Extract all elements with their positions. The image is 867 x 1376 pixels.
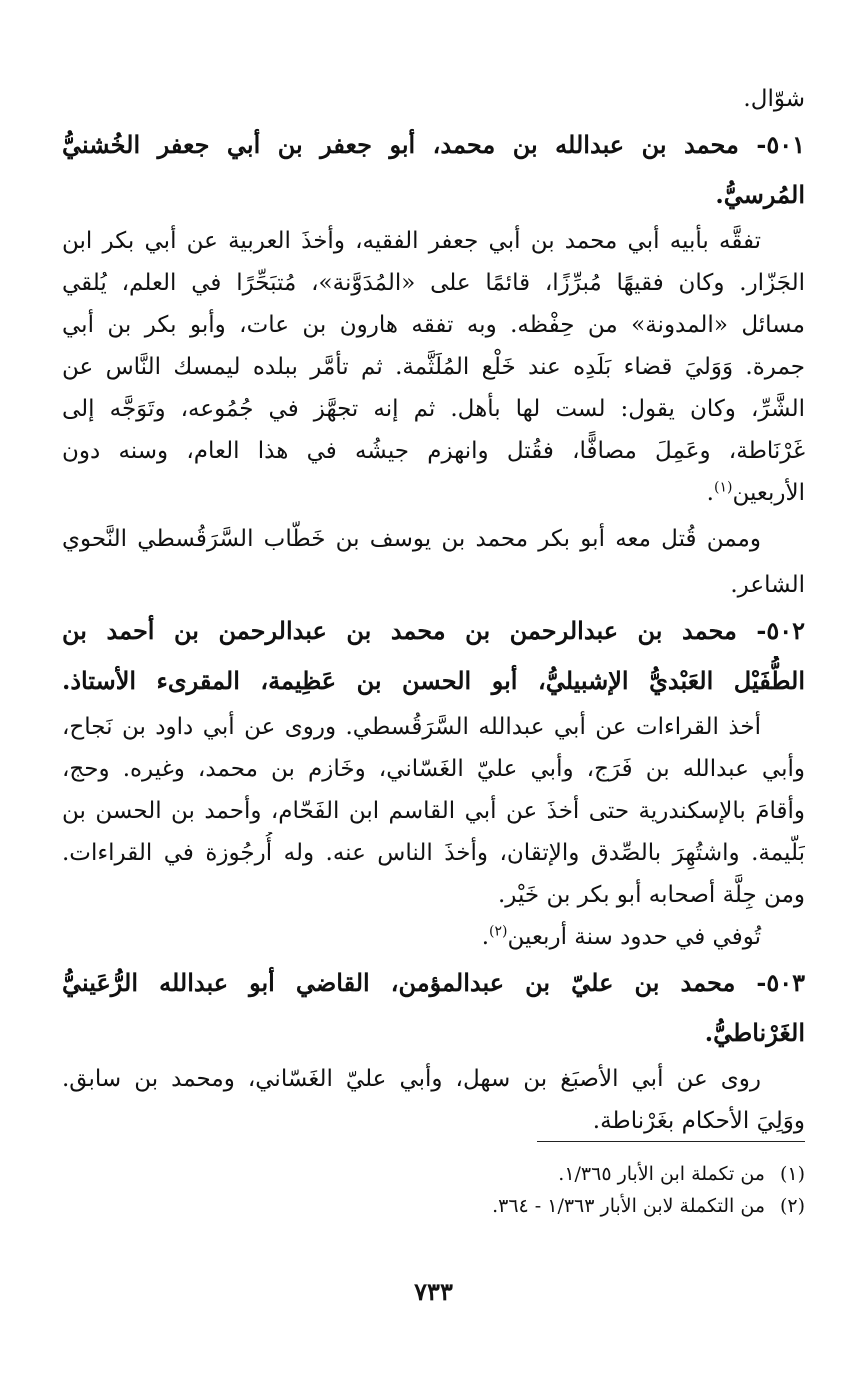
text-line: وممن قُتل معه أبو بكر محمد بن يوسف بن خَطّاب السَّرَقُسطي النَّحوي bbox=[62, 526, 761, 552]
full-stop: . bbox=[481, 924, 490, 950]
text-fragment: تُوفي في حدود سنة أربعين bbox=[507, 924, 761, 950]
text-line: شوّال. bbox=[743, 86, 805, 112]
footnote-1 bbox=[62, 1158, 805, 1190]
footnote-ref-1: (١) bbox=[713, 479, 733, 496]
text-line: وأقامَ بالإسكندرية حتى أخذَ عن أبي القاسم ابن الفَحّام، وأحمد بن الحسن بن bbox=[62, 798, 805, 824]
text-line: بَلّيمة. واشتُهِرَ بالصِّدق والإتقان، وأخذَ الناس عنه. وله أُرجُوزة في القراءات. bbox=[62, 840, 805, 866]
footnote-divider bbox=[537, 1141, 805, 1142]
footnote-2 bbox=[62, 1190, 805, 1222]
footnote-number: (١) bbox=[779, 1163, 805, 1185]
footnote-text: من التكملة لابن الأبار ١/٣٦٣ - ٣٦٤. bbox=[492, 1195, 765, 1217]
text-line bbox=[62, 472, 805, 514]
text-line: غَرْنَاطة، وعَمِلَ مصافًّا، فقُتل وانهزم جيشُه في هذا العام، وسنه دون bbox=[62, 438, 805, 464]
entry-heading-501-cont: المُرسيُّ. bbox=[715, 180, 805, 209]
footnote-text: من تكملة ابن الأبار ١/٣٦٥. bbox=[558, 1163, 765, 1185]
text-line: أخذ القراءات عن أبي عبدالله السَّرَقُسطي. وروى عن أبي داود بن نَجاح، bbox=[62, 714, 761, 740]
text-line bbox=[62, 916, 805, 958]
text-line: ووَلِيَ الأحكام بغَرْناطة. bbox=[592, 1108, 805, 1134]
text-line: الشاعر. bbox=[730, 572, 805, 598]
full-stop: . bbox=[706, 480, 714, 506]
text-line: مسائل «المدونة» من حِفْظه. وبه تفقه هارون بن عات، وأبو بكر بن أبي bbox=[62, 312, 805, 338]
entry-heading-502: ٥٠٢- محمد بن عبدالرحمن بن محمد بن عبدالرحمن بن أحمد بن bbox=[62, 616, 805, 645]
text-line: الجَزّار. وكان فقيهًا مُبرِّزًا، قائمًا على «المُدَوَّنة»، مُتبَحِّرًا في العلم، يُلقي bbox=[62, 270, 805, 296]
text-line: وأبي عبدالله بن فَرَج، وأبي عليّ الغَسّاني، وخَازم بن محمد، وغيره. وحج، bbox=[62, 756, 805, 782]
text-fragment: الأربعين bbox=[732, 480, 805, 506]
page-number: ٧٣٣ bbox=[414, 1277, 453, 1306]
entry-heading-502-cont: الطُّفَيْل العَبْديُّ الإشبيليُّ، أبو الحسن بن عَظِيمة، المقرىء الأستاذ. bbox=[62, 666, 805, 695]
text-line: ومن جِلَّة أصحابه أبو بكر بن خَيْر. bbox=[497, 882, 805, 908]
text-line: جمرة. وَوَليَ قضاء بَلَدِه عند خَلْع المُلَثَّمة. ثم تأمَّر ببلده ليمسك النَّاس عن bbox=[62, 354, 805, 380]
text-line: الشَّرِّ، وكان يقول: لست لها بأهل. ثم إنه تجهَّز في جُمُوعه، وتَوَجَّه إلى bbox=[62, 396, 805, 422]
footnote-ref-2: (٢) bbox=[489, 923, 508, 940]
text-line: روى عن أبي الأصبَغ بن سهل، وأبي عليّ الغَسّاني، ومحمد بن سابق. bbox=[62, 1066, 761, 1092]
entry-heading-501: ٥٠١- محمد بن عبدالله بن محمد، أبو جعفر بن أبي جعفر الخُشنيُّ bbox=[62, 130, 805, 159]
text-line: تفقَّه بأبيه أبي محمد بن أبي جعفر الفقيه، وأخذَ العربية عن أبي بكر ابن bbox=[62, 228, 761, 254]
footnotes bbox=[62, 1158, 805, 1222]
footnote-number: (٢) bbox=[779, 1195, 805, 1217]
entry-heading-503-cont: الغَرْناطيُّ. bbox=[704, 1018, 805, 1047]
entry-heading-503: ٥٠٣- محمد بن عليّ بن عبدالمؤمن، القاضي أبو عبدالله الرُّعَينيُّ bbox=[62, 968, 805, 997]
